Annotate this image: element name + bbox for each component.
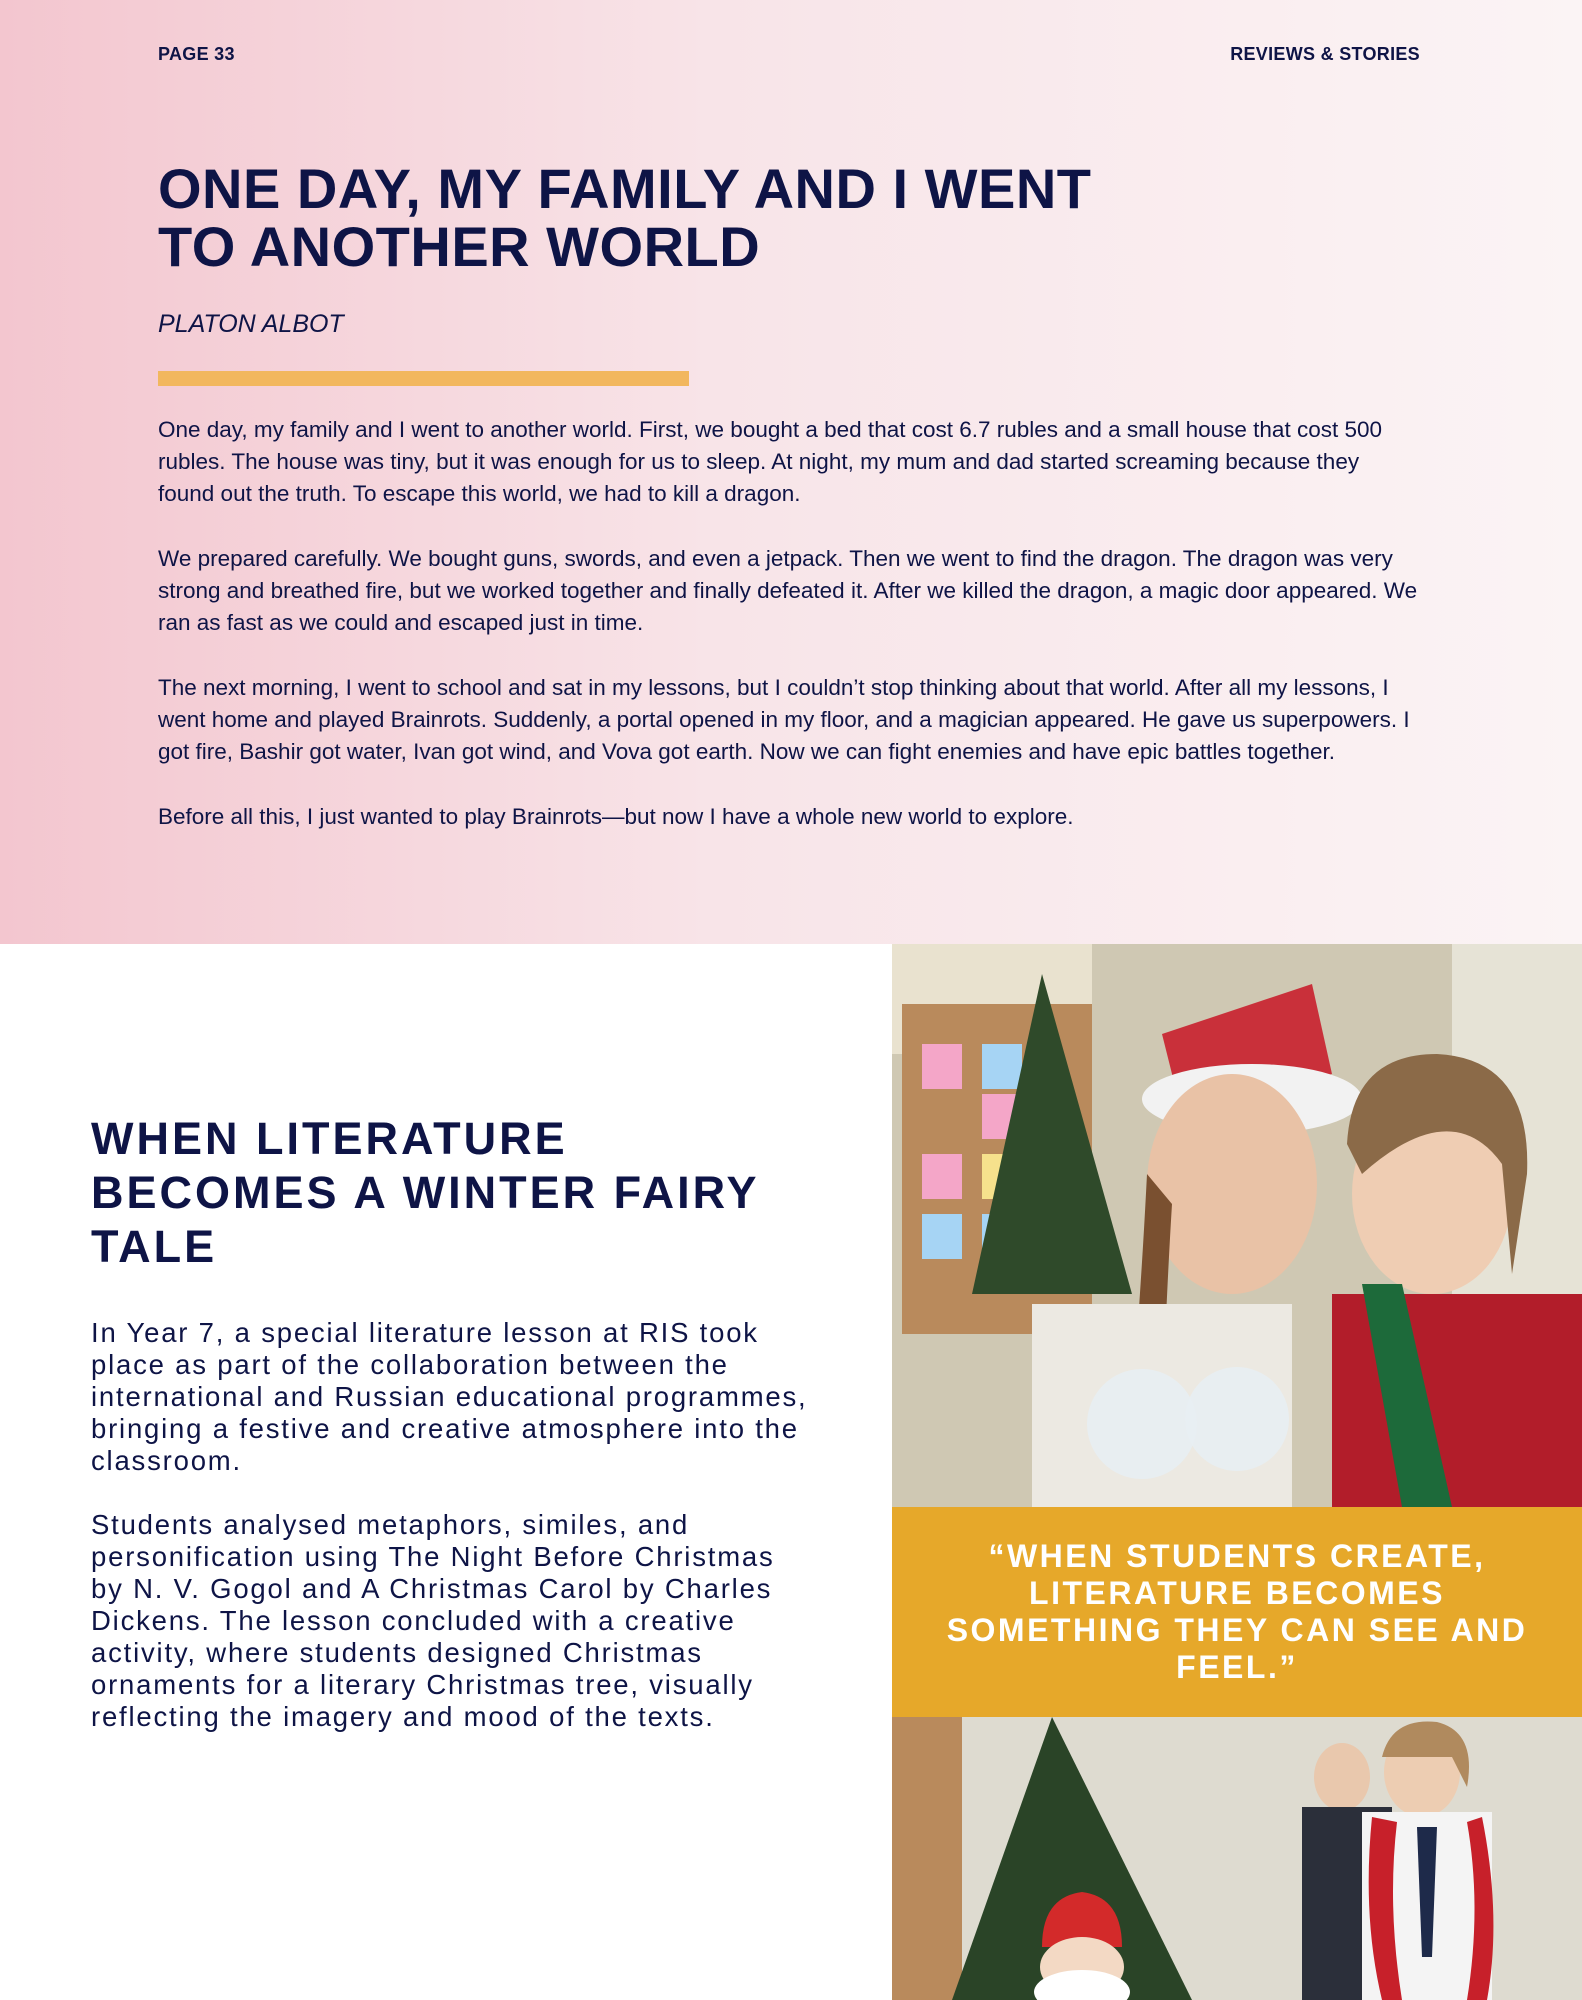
story-paragraph: We prepared carefully. We bought guns, swords, and even a jetpack. Then we went to find the dragon. The dragon was very strong and breathed fire, but we worked together and finally defeated it. After we killed the dragon, a magic door appeared. We ran as fast as we could and escaped just in time.	[158, 546, 1418, 635]
pull-quote: “WHEN STUDENTS CREATE, LITERATURE BECOMES SOMETHING THEY CAN SEE AND FEEL.”	[946, 1538, 1528, 1685]
section-label: REVIEWS & STORIES	[1230, 44, 1420, 64]
article-paragraph: In Year 7, a special literature lesson at RIS took place as part of the collaboration between the international and Russian educational programmes, bringing a festive and creative atmosphere into the classroom.	[91, 1317, 808, 1476]
quote-box	[892, 1507, 1582, 1717]
story-paragraph: The next morning, I went to school and sat in my lessons, but I couldn’t stop thinking about that world. After all my lessons, I went home and played Brainrots. Suddenly, a portal opened in my floor, and a magician appeared. He gave us superpowers. I got fire, Bashir got water, Ivan got wind, and Vova got earth. Now we can fight enemies and have epic battles together.	[158, 675, 1410, 764]
students-photo	[892, 944, 1582, 1507]
story-paragraph: Before all this, I just wanted to play Brainrots—but now I have a whole new world to explore.	[158, 804, 1074, 829]
accent-bar	[158, 371, 689, 386]
tree-decorating-photo	[892, 1717, 1582, 2000]
story-author: PLATON ALBOT	[158, 310, 344, 338]
article-title: WHEN LITERATURE BECOMES A WINTER FAIRY TALE	[91, 1113, 759, 1272]
page-number: PAGE 33	[158, 44, 235, 64]
article-body	[91, 1317, 811, 1765]
story-body	[158, 414, 1418, 866]
story-paragraph: One day, my family and I went to another world. First, we bought a bed that cost 6.7 rubles and a small house that cost 500 rubles. The house was tiny, but it was enough for us to sleep. At night, my mum and dad started screaming because they found out the truth. To escape this world, we had to kill a dragon.	[158, 417, 1382, 506]
article-paragraph: Students analysed metaphors, similes, and personification using The Night Before Christmas by N. V. Gogol and A Christmas Carol by Charles Dickens. The lesson concluded with a creative activity, where students designed Christmas ornaments for a literary Christmas tree, visually reflecting the imagery and mood of the texts.	[91, 1509, 775, 1732]
story-title: ONE DAY, MY FAMILY AND I WENT TO ANOTHER WORLD	[158, 157, 1092, 278]
